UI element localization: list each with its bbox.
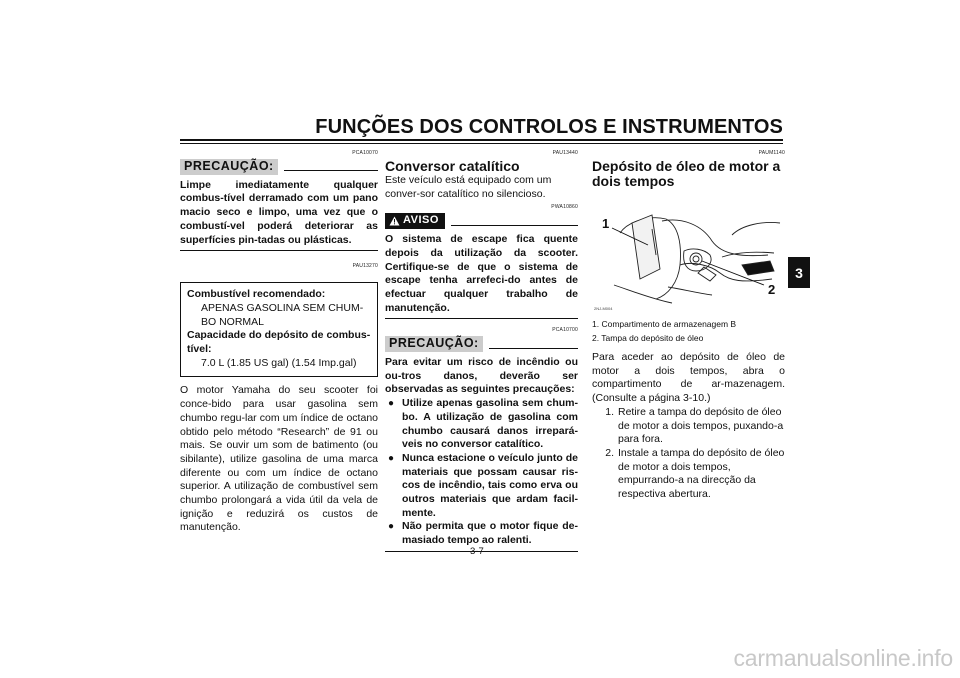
bullet-icon: ● <box>388 452 395 464</box>
section-heading-oil-tank: Depósito de óleo de motor a dois tempos <box>592 158 781 189</box>
caution-text: Limpe imediatamente qualquer combus-tível derramado com um pano macio seco e limpo, uma vez que o combustí-vel poderá deteriorar as superfícies pin-tadas ou plásticas. <box>180 178 378 246</box>
header-rule-thin <box>180 143 783 144</box>
caution-header <box>385 336 578 352</box>
ref-code: PAU13440 <box>552 150 578 156</box>
warning-end-rule <box>385 318 578 319</box>
list-item <box>592 447 785 502</box>
bullet-text: Não permita que o motor fique de-masiado tempo ao ralenti. <box>402 520 578 547</box>
warning-label: AVISO <box>403 214 439 227</box>
figure-caption-2: 2. Tampa do depósito de óleo <box>592 332 704 343</box>
bullet-text: Nunca estacione o veículo junto de materiais que possam causar ris-cos de incêndio, tais como erva ou outros materiais que ardam facil-mente. <box>402 451 578 519</box>
list-item <box>385 397 578 452</box>
list-item <box>385 520 578 547</box>
figure-callout-2: 2 <box>768 282 776 297</box>
list-item <box>385 452 578 521</box>
ref-code: PAU13270 <box>352 263 378 270</box>
caution-badge: PRECAUÇÃO: <box>180 159 278 175</box>
header-rule-thick <box>180 139 783 141</box>
caution-rule <box>489 348 578 349</box>
caution-intro: Para evitar um risco de incêndio ou ou-tros danos, deverão ser observadas as seguintes precauções: <box>385 356 578 396</box>
ref-code: PWA10860 <box>551 204 578 211</box>
column-1 <box>180 150 378 535</box>
ref-code: PAUM1140 <box>758 150 785 156</box>
column-2 <box>385 150 578 552</box>
fuel-paragraph: O motor Yamaha do seu scooter foi conce-bido para usar gasolina sem chumbo regu-lar com um índice de octano obtido pelo método “Research” de 91 ou mais. Se ouvir um som de batimento (ou sibilante), utilize gasolina de uma marca diferente ou com um índice de octano superior. A utilização de combustível sem chumbo prolongará a vida útil da vela de ignição e reduzirá os custos de manutenção. <box>180 384 378 534</box>
page-title: FUNÇÕES DOS CONTROLOS E INSTRUMENTOS <box>315 116 783 138</box>
spec-value-capacity: 7.0 L (1.85 US gal) (1.54 Imp.gal) <box>201 356 357 369</box>
bullet-icon: ● <box>388 398 395 410</box>
warning-header <box>385 213 578 229</box>
ref-code: PCA10700 <box>552 327 578 334</box>
step-number: 2. <box>605 446 614 459</box>
catalytic-intro: Este veículo está equipado com um conver-sor catalítico no silencioso. <box>385 174 552 200</box>
list-item <box>592 406 785 447</box>
caution-header <box>180 159 378 175</box>
section-heading-catalytic: Conversor catalítico <box>385 158 520 174</box>
figure-caption-1: 1. Compartimento de armazenagem B <box>592 319 737 329</box>
warning-text: O sistema de escape fica quente depois da utilização da scooter. Certifique-se de que o sistema de escape tenha arrefeci-do antes de efectuar qualquer trabalho de manutenção. <box>385 233 578 314</box>
watermark: carmanualsonline.info <box>733 645 953 671</box>
page-number: 3-7 <box>470 546 484 557</box>
column-3 <box>592 150 785 502</box>
spec-label-capacity: Capacidade do depósito de combus-tível: <box>187 329 371 356</box>
warning-badge <box>385 213 445 229</box>
warning-triangle-icon <box>389 216 400 226</box>
caution-rule <box>284 170 378 171</box>
figure-callout-1: 1 <box>602 216 610 231</box>
caution-badge: PRECAUÇÃO: <box>385 336 483 352</box>
scooter-illustration <box>592 195 785 317</box>
step-text: Retire a tampa do depósito de óleo de motor a dois tempos, puxando-a para fora. <box>618 405 784 446</box>
bullet-text: Utilize apenas gasolina sem chum-bo. A utilização de gasolina com chumbo causará danos irrepará-veis no conversor catalítico. <box>402 397 578 451</box>
fuel-spec-box <box>180 282 378 377</box>
ref-code: PCA10070 <box>352 150 378 156</box>
warning-rule <box>451 225 578 226</box>
chapter-tab: 3 <box>788 257 810 288</box>
caution-end-rule <box>180 250 378 251</box>
oil-tank-figure <box>592 195 785 317</box>
step-text: Instale a tampa do depósito de óleo de motor a dois tempos, empurrando-a na direcção da respectiva abertura. <box>618 446 785 501</box>
oil-tank-paragraph: Para aceder ao depósito de óleo de motor a dois tempos, abra o compartimento de ar-mazenagem. (Consulte a página 3-10.) <box>592 351 785 405</box>
step-number: 1. <box>605 405 614 418</box>
bullet-icon: ● <box>388 521 395 533</box>
figure-code: 2NJ-M004 <box>594 306 613 311</box>
spec-value-fuel: APENAS GASOLINA SEM CHUM-BO NORMAL <box>201 301 364 328</box>
spec-label-fuel: Combustível recomendado: <box>187 288 326 301</box>
